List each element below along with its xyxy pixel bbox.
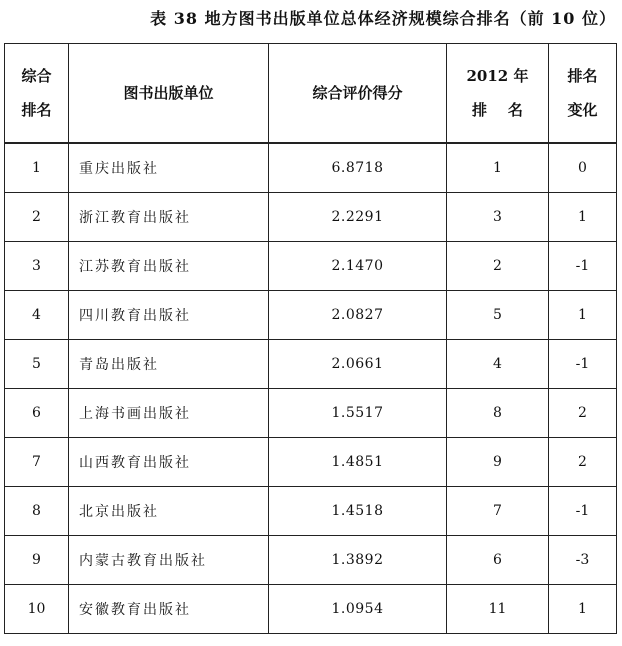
prev-rank-cell: 1 [447,143,549,193]
score-cell: 2.2291 [269,193,447,242]
rank-cell: 2 [5,193,69,242]
score-cell: 2.1470 [269,242,447,291]
rank-cell: 5 [5,340,69,389]
prev-rank-cell: 9 [447,438,549,487]
table-row [5,242,617,291]
rank-change-cell: -3 [549,536,617,585]
publisher-cell: 上海书画出版社 [69,389,269,438]
table-row [5,585,617,634]
rank-change-cell: 0 [549,143,617,193]
table-body [5,143,617,634]
header-rank [5,44,69,144]
table-row [5,340,617,389]
header-change-line2: 变化 [567,101,598,119]
rank-change-cell: -1 [549,242,617,291]
table-title: 表 38 地方图书出版单位总体经济规模综合排名（前 10 位） [150,9,616,28]
prev-rank-cell: 4 [447,340,549,389]
table-header [5,44,617,144]
rank-change-cell: 2 [549,389,617,438]
score-cell: 6.8718 [269,143,447,193]
header-prev-line2: 排 名 [472,101,523,119]
publisher-cell: 江苏教育出版社 [69,242,269,291]
header-rank-line1: 综合 [21,67,52,85]
publisher-cell: 山西教育出版社 [69,438,269,487]
score-cell: 2.0661 [269,340,447,389]
rank-change-cell: 2 [549,438,617,487]
header-rank-line2: 排名 [21,101,52,119]
publisher-cell: 四川教育出版社 [69,291,269,340]
header-row [5,44,617,144]
table-row [5,438,617,487]
rank-change-cell: -1 [549,487,617,536]
rank-cell: 6 [5,389,69,438]
prev-rank-cell: 8 [447,389,549,438]
header-prev-line1: 2012 年 [466,67,529,85]
score-cell: 1.4518 [269,487,447,536]
rank-cell: 8 [5,487,69,536]
rank-cell: 10 [5,585,69,634]
table-row [5,389,617,438]
score-cell: 1.0954 [269,585,447,634]
score-cell: 1.3892 [269,536,447,585]
prev-rank-cell: 5 [447,291,549,340]
rank-change-cell: -1 [549,340,617,389]
rank-cell: 3 [5,242,69,291]
header-rank-change [549,44,617,144]
table-row [5,487,617,536]
prev-rank-cell: 2 [447,242,549,291]
header-change-line1: 排名 [567,67,598,85]
table-row [5,193,617,242]
prev-rank-cell: 11 [447,585,549,634]
publisher-cell: 重庆出版社 [69,143,269,193]
publisher-cell: 青岛出版社 [69,340,269,389]
header-publisher: 图书出版单位 [69,44,269,144]
publisher-cell: 北京出版社 [69,487,269,536]
score-cell: 1.4851 [269,438,447,487]
rank-cell: 7 [5,438,69,487]
prev-rank-cell: 3 [447,193,549,242]
rank-change-cell: 1 [549,585,617,634]
score-cell: 1.5517 [269,389,447,438]
table-row [5,143,617,193]
header-score: 综合评价得分 [269,44,447,144]
publisher-cell: 内蒙古教育出版社 [69,536,269,585]
rank-change-cell: 1 [549,193,617,242]
table-row [5,291,617,340]
prev-rank-cell: 6 [447,536,549,585]
rank-cell: 9 [5,536,69,585]
table-row [5,536,617,585]
ranking-table [4,43,617,634]
score-cell: 2.0827 [269,291,447,340]
publisher-cell: 安徽教育出版社 [69,585,269,634]
rank-cell: 1 [5,143,69,193]
rank-change-cell: 1 [549,291,617,340]
publisher-cell: 浙江教育出版社 [69,193,269,242]
rank-cell: 4 [5,291,69,340]
prev-rank-cell: 7 [447,487,549,536]
header-prev-rank [447,44,549,144]
